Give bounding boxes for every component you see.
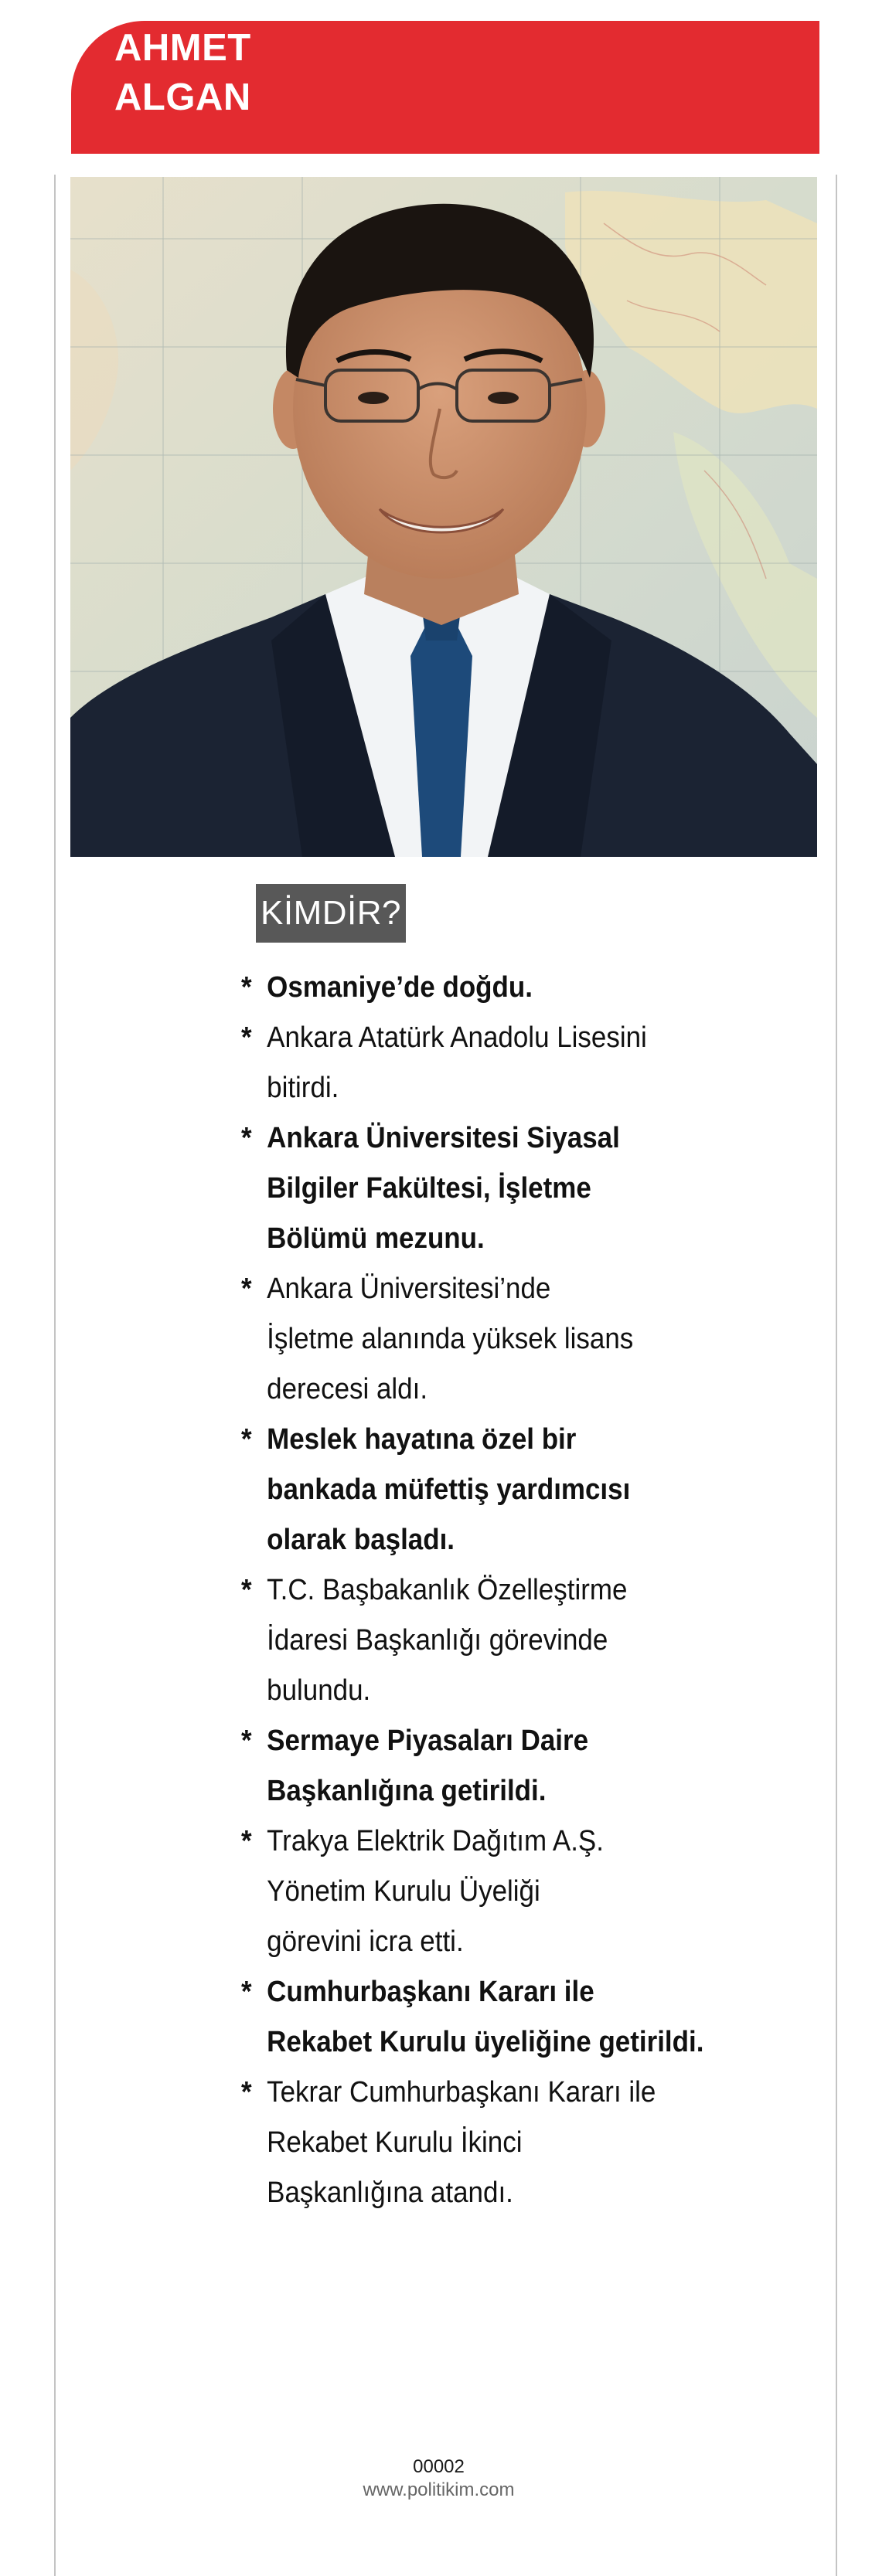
bio-item: [241, 2068, 782, 2218]
bio-item-text: T.C. Başbakanlık Özelleştirme İdaresi Başkanlığı görevinde bulundu.: [267, 1574, 628, 1707]
bullet-star: *: [241, 1976, 252, 2008]
bio-item: [241, 1716, 782, 1816]
bio-item: [241, 1113, 782, 1264]
bio-item-text: Ankara Üniversitesi’nde İşletme alanında yüksek lisans derecesi aldı.: [267, 1273, 634, 1405]
bio-item: [241, 1415, 782, 1565]
bullet-star: *: [241, 1574, 252, 1606]
bio-item: [241, 1013, 782, 1113]
right-frame-line: [836, 175, 837, 2576]
bullet-star: *: [241, 2076, 252, 2109]
bio-item: [241, 1264, 782, 1415]
section-title-badge: KİMDİR?: [256, 884, 406, 943]
bullet-star: *: [241, 1122, 252, 1154]
bio-item-text: Tekrar Cumhurbaşkanı Kararı ile Rekabet Kurulu İkinci Başkanlığına atandı.: [267, 2076, 656, 2209]
left-frame-line: [54, 175, 56, 2576]
bullet-star: *: [241, 1273, 252, 1305]
bullet-star: *: [241, 1423, 252, 1456]
bullet-star: *: [241, 971, 252, 1004]
bio-item-text: Osmaniye’de doğdu.: [267, 971, 533, 1004]
bio-item-text: Sermaye Piyasaları Daire Başkanlığına getirildi.: [267, 1725, 589, 1807]
bullet-star: *: [241, 1825, 252, 1857]
bio-item: [241, 1967, 782, 2068]
biography-list: [241, 963, 829, 2218]
bio-item: [241, 1816, 782, 1967]
bio-item-text: Meslek hayatına özel bir bankada müfettiş yardımcısı olarak başladı.: [267, 1423, 631, 1556]
portrait-photo: [70, 177, 817, 857]
page-footer: [0, 2455, 877, 2502]
website-url: www.politikim.com: [363, 2479, 515, 2500]
first-name: AHMET: [114, 27, 251, 69]
bio-item: [241, 963, 782, 1013]
last-name: ALGAN: [114, 76, 251, 118]
bullet-star: *: [241, 1725, 252, 1757]
person-name: [114, 23, 251, 122]
bio-item-text: Ankara Üniversitesi Siyasal Bilgiler Fakültesi, İşletme Bölümü mezunu.: [267, 1122, 620, 1255]
bio-item: [241, 1565, 782, 1716]
bio-item-text: Trakya Elektrik Dağıtım A.Ş. Yönetim Kurulu Üyeliği görevini icra etti.: [267, 1825, 604, 1958]
bullet-star: *: [241, 1021, 252, 1054]
bio-item-text: Cumhurbaşkanı Kararı ile Rekabet Kurulu üyeliğine getirildi.: [267, 1976, 704, 2058]
page-number: 00002: [413, 2456, 465, 2477]
bio-item-text: Ankara Atatürk Anadolu Lisesini bitirdi.: [267, 1021, 647, 1104]
